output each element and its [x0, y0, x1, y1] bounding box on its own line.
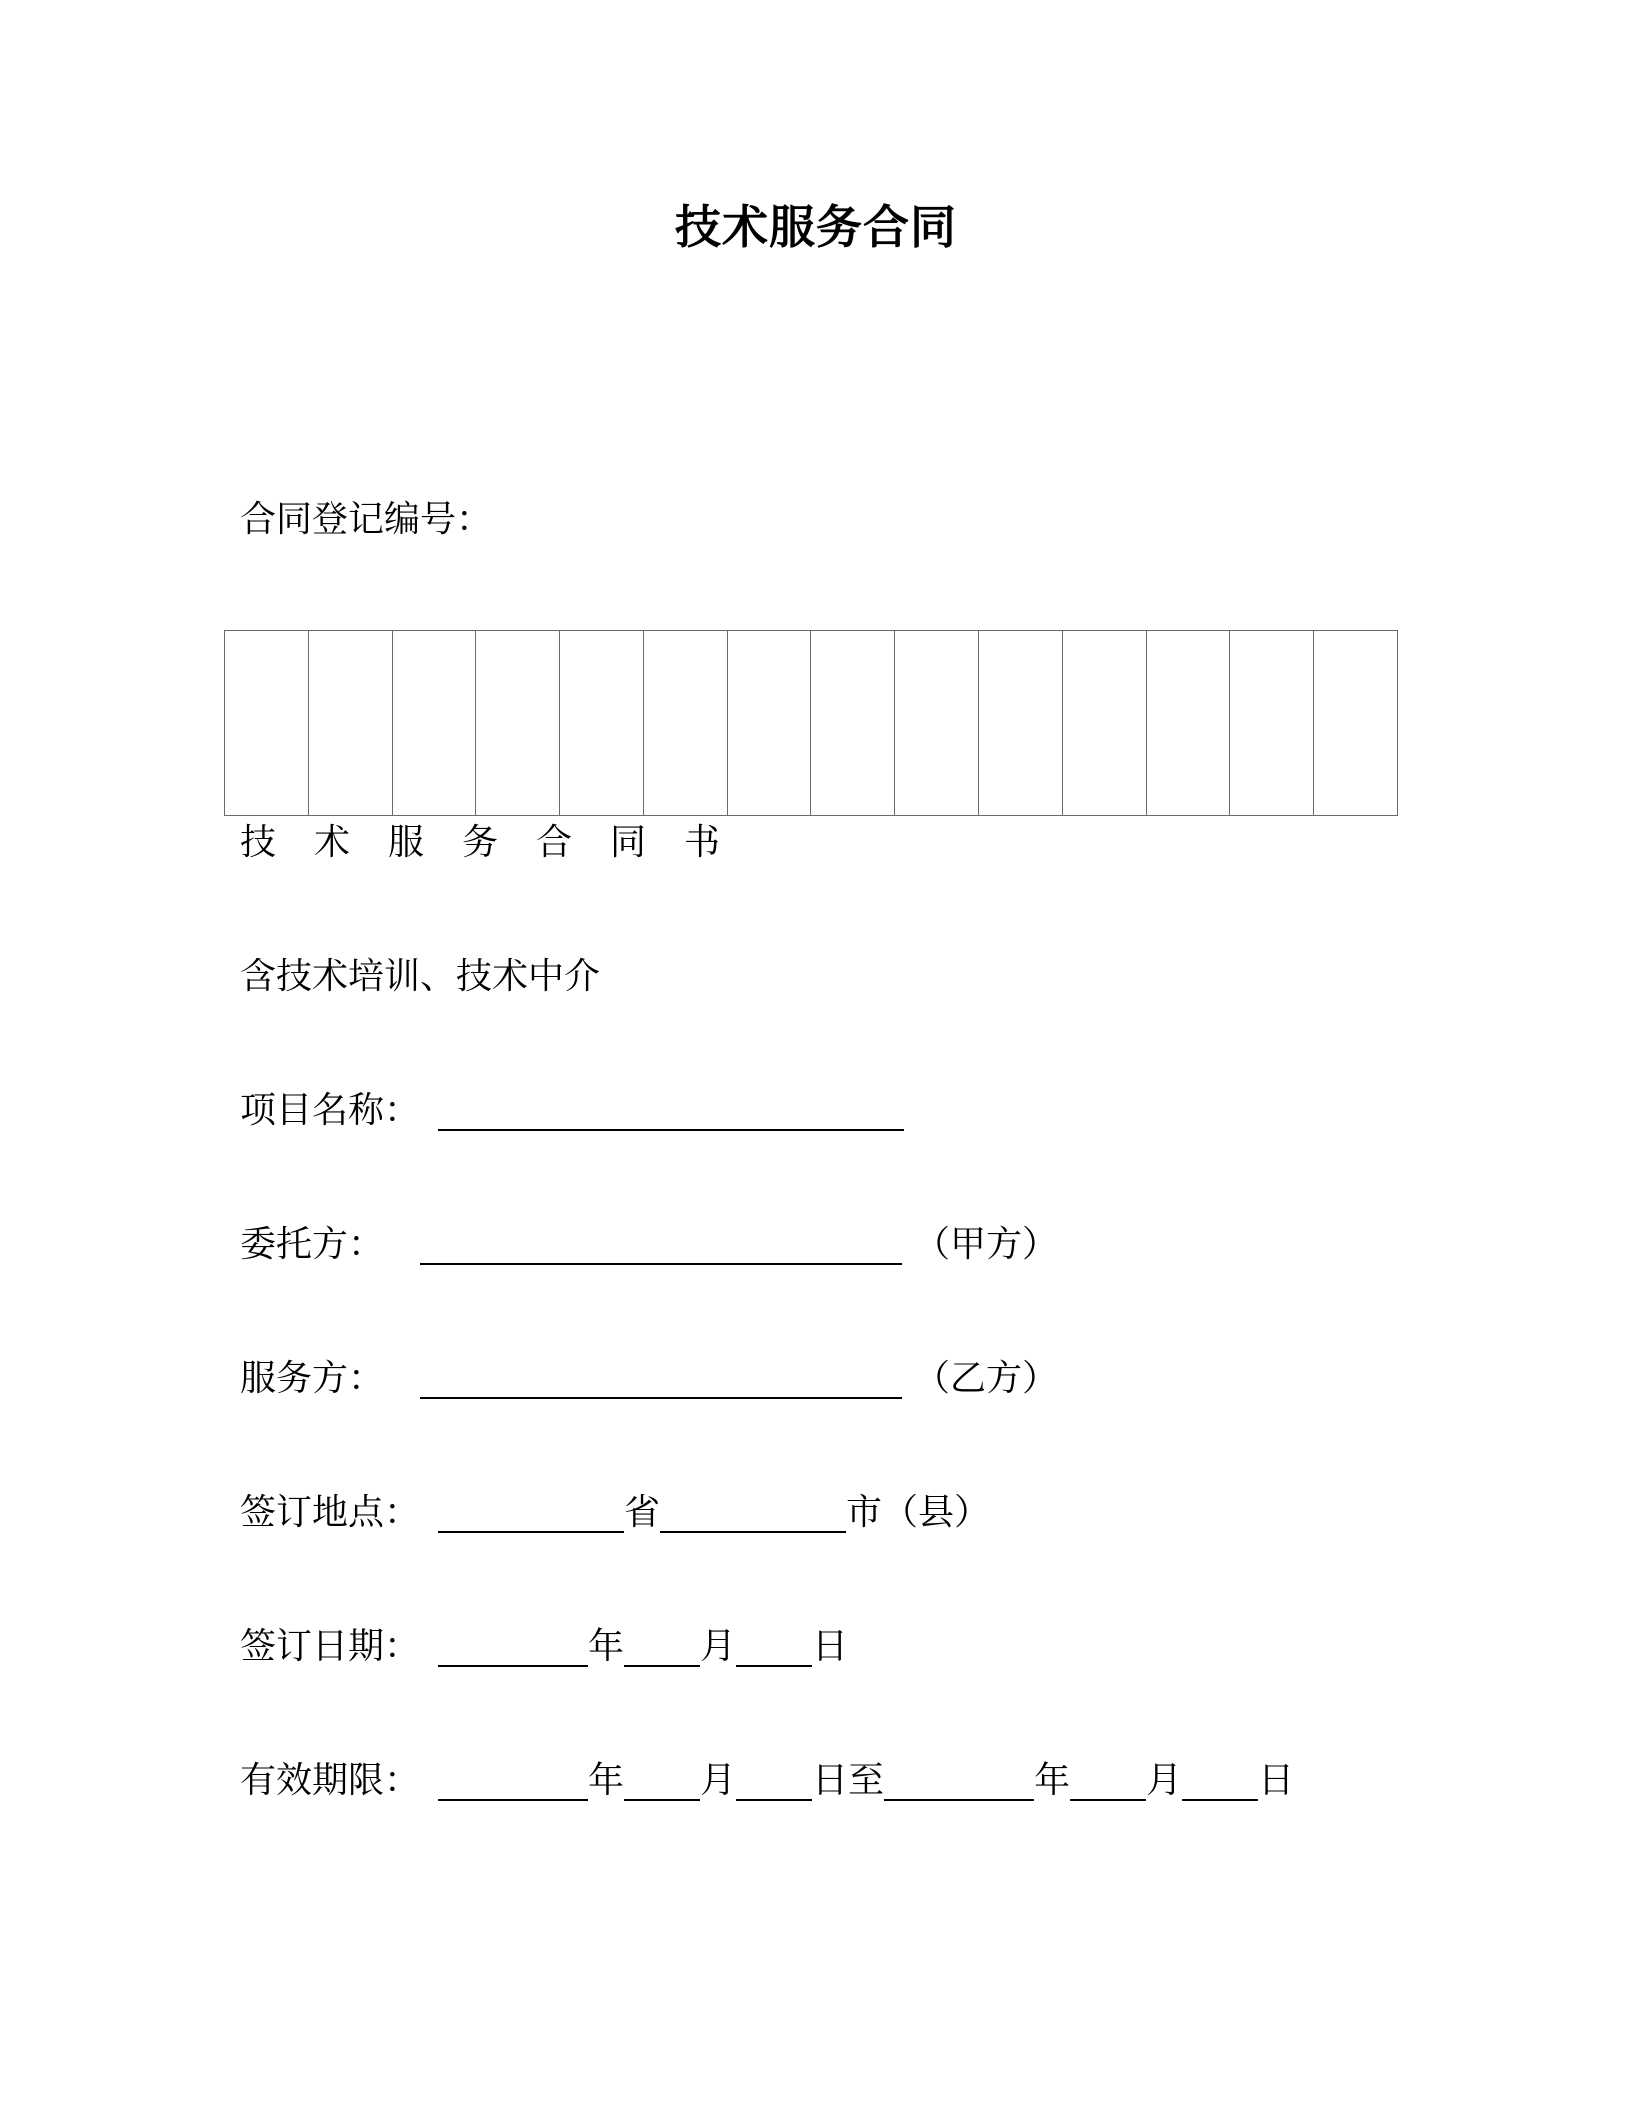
registration-box[interactable] [476, 631, 560, 816]
signing-location-label: 签订地点： [240, 1492, 421, 1533]
sign-month-field[interactable] [624, 1635, 700, 1667]
registration-number-row [240, 498, 492, 542]
subtitle-row [240, 821, 758, 865]
document-subtitle: 技术服务合同书 [240, 822, 759, 863]
client-role: （甲方） [914, 1224, 1059, 1265]
start-day-field[interactable] [736, 1769, 812, 1801]
city-county-text: 市（县） [846, 1492, 991, 1533]
registration-box[interactable] [1146, 631, 1230, 816]
province-text: 省 [624, 1492, 661, 1533]
signing-date-row [240, 1625, 848, 1669]
client-row [240, 1223, 1058, 1267]
end-day-text: 日 [1258, 1760, 1295, 1801]
registration-box[interactable] [560, 631, 644, 816]
registration-box[interactable] [727, 631, 811, 816]
scope-row [240, 955, 600, 999]
sign-day-field[interactable] [736, 1635, 812, 1667]
scope-text: 含技术培训、技术中介 [240, 956, 601, 997]
registration-box[interactable] [1062, 631, 1146, 816]
registration-number-label: 合同登记编号： [240, 499, 493, 540]
sign-month-text: 月 [700, 1626, 737, 1667]
registration-box[interactable] [225, 631, 309, 816]
start-year-field[interactable] [438, 1769, 588, 1801]
registration-box[interactable] [643, 631, 727, 816]
sign-year-text: 年 [588, 1626, 625, 1667]
end-day-field[interactable] [1182, 1769, 1258, 1801]
sign-year-field[interactable] [438, 1635, 588, 1667]
start-year-text: 年 [588, 1760, 625, 1801]
client-label: 委托方： [240, 1224, 385, 1265]
registration-box[interactable] [1314, 631, 1398, 816]
end-month-field[interactable] [1070, 1769, 1146, 1801]
project-name-label: 项目名称： [240, 1090, 421, 1131]
end-month-text: 月 [1146, 1760, 1183, 1801]
project-name-field[interactable] [438, 1099, 904, 1131]
registration-box[interactable] [895, 631, 979, 816]
registration-number-boxes [224, 630, 1398, 816]
client-name-field[interactable] [420, 1233, 902, 1265]
end-year-text: 年 [1034, 1760, 1071, 1801]
document-title: 技术服务合同 [675, 200, 957, 254]
city-field[interactable] [660, 1501, 846, 1533]
provider-name-field[interactable] [420, 1367, 902, 1399]
validity-period-row [240, 1759, 1294, 1803]
registration-box[interactable] [979, 631, 1063, 816]
sign-day-text: 日 [812, 1626, 849, 1667]
registration-box[interactable] [811, 631, 895, 816]
provider-label: 服务方： [240, 1358, 385, 1399]
signing-date-label: 签订日期： [240, 1626, 421, 1667]
province-field[interactable] [438, 1501, 624, 1533]
validity-period-label: 有效期限： [240, 1760, 421, 1801]
end-year-field[interactable] [884, 1769, 1034, 1801]
registration-box[interactable] [1230, 631, 1314, 816]
start-day-to-text: 日至 [812, 1760, 885, 1801]
registration-box[interactable] [392, 631, 476, 816]
registration-box-row [225, 631, 1398, 816]
provider-role: （乙方） [914, 1358, 1059, 1399]
registration-box[interactable] [308, 631, 392, 816]
start-month-field[interactable] [624, 1769, 700, 1801]
start-month-text: 月 [700, 1760, 737, 1801]
provider-row [240, 1357, 1058, 1401]
signing-location-row [240, 1491, 990, 1535]
project-name-row [240, 1089, 904, 1133]
